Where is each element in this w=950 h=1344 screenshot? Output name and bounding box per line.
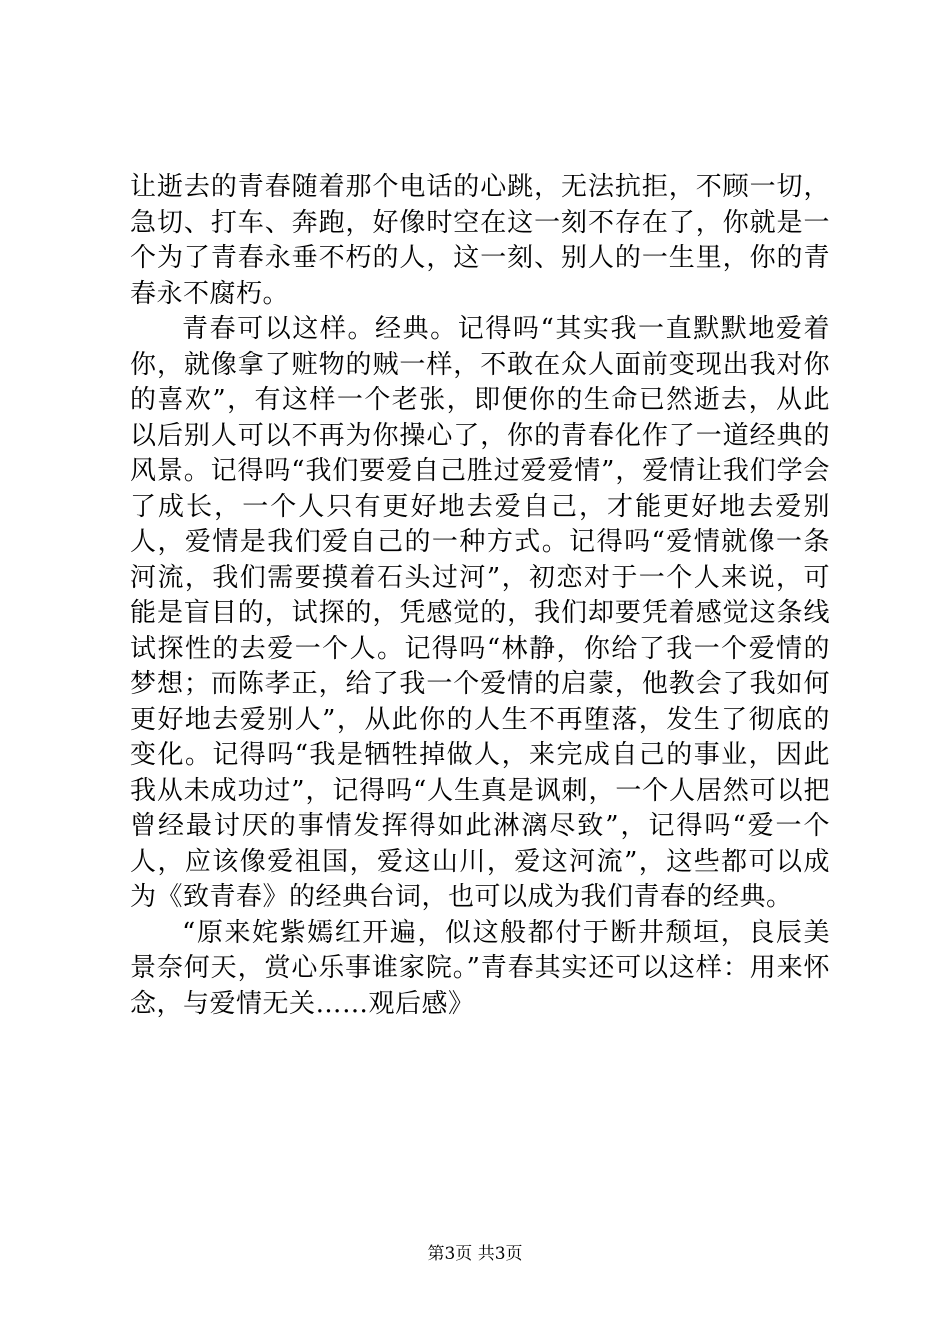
document-body — [130, 170, 830, 1022]
paragraph-3: “原来姹紫嫣红开遍，似这般都付于断井颓垣，良辰美景奈何天，赏心乐事谁家院。”青春其实还可以这样：用来怀念，与爱情无关……观后感》 — [130, 917, 830, 1019]
paragraph-2: 青春可以这样。经典。记得吗“其实我一直默默地爱着你，就像拿了赃物的贼一样，不敢在众人面前变现出我对你的喜欢”，有这样一个老张，即便你的生命已然逝去，从此以后别人可以不再为你操心了，你的青春化作了一道经典的风景。记得吗“我们要爱自己胜过爱爱情”，爱情让我们学会了成长，一个人只有更好地去爱自己，才能更好地去爱别人，爱情是我们爱自己的一种方式。记得吗“爱情就像一条河流，我们需要摸着石头过河”，初恋对于一个人来说，可能是盲目的，试探的，凭感觉的，我们却要凭着感觉这条线试探性的去爱一个人。记得吗“林静，你给了我一个爱情的梦想；而陈孝正，给了我一个爱情的启蒙，他教会了我如何更好地去爱别人”，从此你的人生不再堕落，发生了彻底的变化。记得吗“我是牺牲掉做人，来完成自己的事业，因此我从未成功过”，记得吗“人生真是讽刺，一个人居然可以把曾经最讨厌的事情发挥得如此淋漓尽致”，记得吗“爱一个人，应该像爱祖国，爱这山川，爱这河流”，这些都可以成为《致青春》的经典台词，也可以成为我们青春的经典。 — [130, 314, 830, 912]
page-footer: 第3页 共3页 — [427, 1244, 523, 1264]
paragraph-1: 让逝去的青春随着那个电话的心跳，无法抗拒，不顾一切，急切、打车、奔跑，好像时空在这一刻不存在了，你就是一个为了青春永垂不朽的人，这一刻、别人的一生里，你的青春永不腐朽。 — [130, 172, 830, 309]
